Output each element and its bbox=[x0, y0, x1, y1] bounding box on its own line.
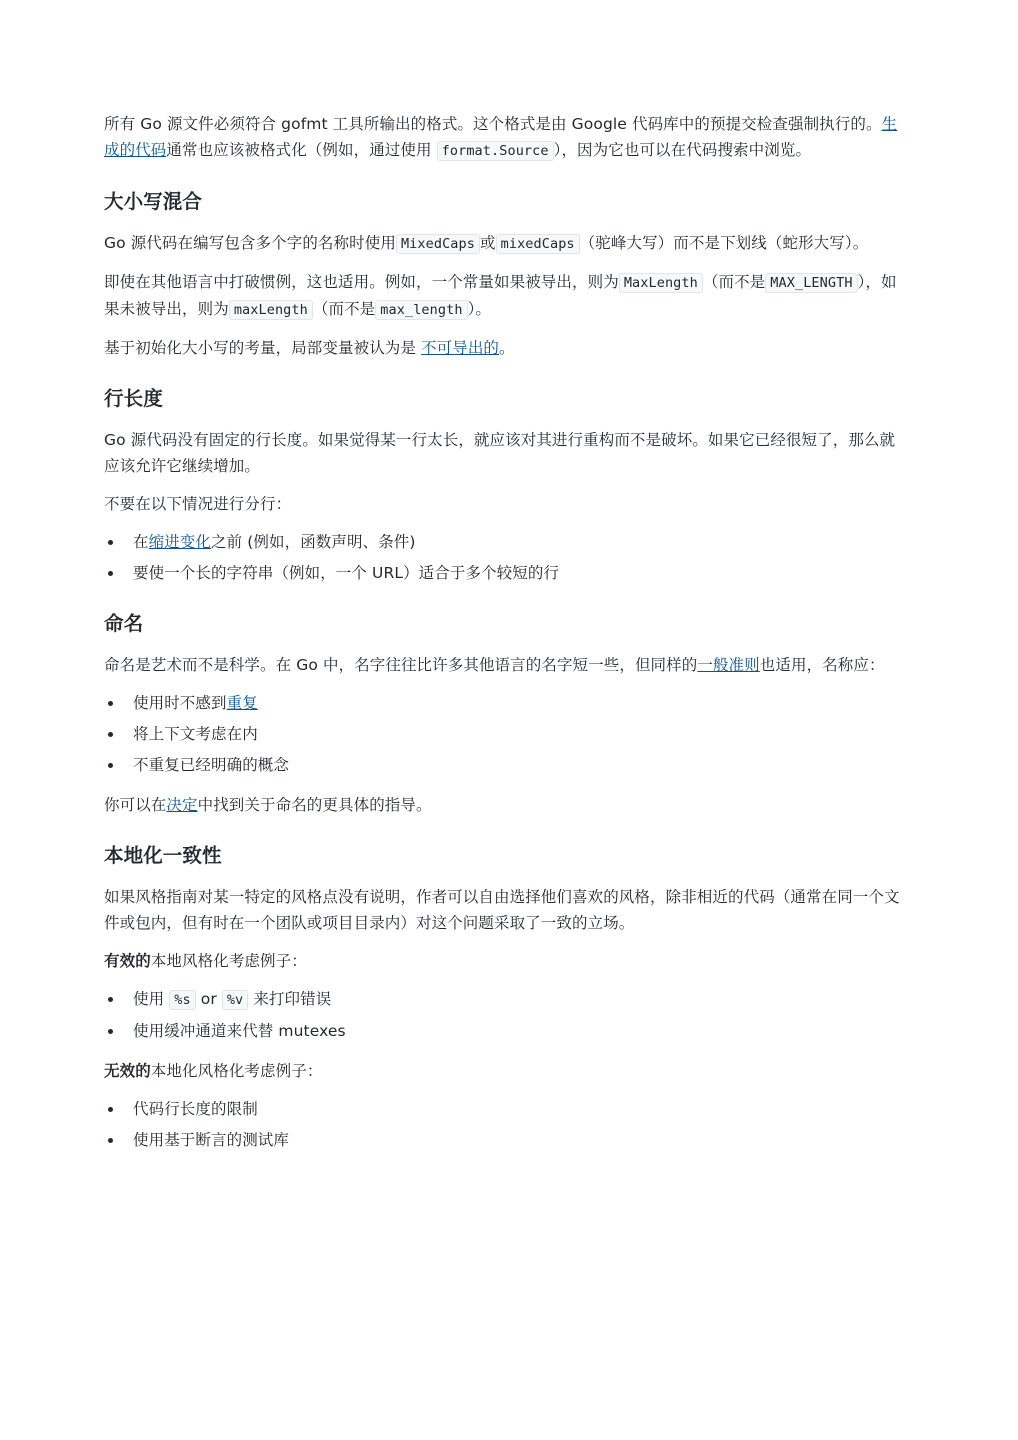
intro-text-3: ），因为它也可以在代码搜索中浏览。 bbox=[553, 141, 812, 159]
text: 基于初始化大小写的考量，局部变量被认为是 bbox=[104, 339, 422, 357]
text: 之前 (例如，函数声明、条件) bbox=[211, 533, 416, 551]
percent-s-code: %s bbox=[169, 990, 195, 1010]
heading-mixedcaps: 大小写混合 bbox=[104, 190, 203, 213]
heading-local-consistency: 本地化一致性 bbox=[104, 844, 222, 867]
intro-text-2: 通常也应该被格式化（例如，通过使用 bbox=[166, 141, 437, 159]
indentation-link[interactable]: 缩进变化 bbox=[148, 533, 212, 551]
maxlength-code: MaxLength bbox=[619, 273, 703, 293]
text: 也适用，名称应： bbox=[759, 656, 885, 674]
text: （而不是 bbox=[702, 273, 766, 291]
heading-line-length: 行长度 bbox=[104, 387, 163, 410]
valid-strong: 有效的 bbox=[104, 952, 151, 970]
list-item: 代码行长度的限制 bbox=[133, 1096, 910, 1122]
text: 即使在其他语言中打破惯例，这也适用。例如，一个常量如果被导出，则为 bbox=[104, 273, 619, 291]
format-source-code: format.Source bbox=[437, 141, 554, 161]
naming-paragraph-2 bbox=[104, 792, 910, 818]
intro-text: 所有 Go 源文件必须符合 gofmt 工具所输出的格式。这个格式是由 Google 代码库中的预提交检查强制执行的。 bbox=[104, 115, 882, 133]
naming-paragraph-1 bbox=[104, 652, 910, 678]
list-item bbox=[133, 690, 910, 716]
text: 命名是艺术而不是科学。在 Go 中，名字往往比许多其他语言的名字短一些，但同样的 bbox=[104, 656, 698, 674]
mixedcaps-code: MixedCaps bbox=[396, 234, 480, 254]
invalid-examples-label bbox=[104, 1058, 910, 1084]
local-paragraph-1: 如果风格指南对某一特定的风格点没有说明，作者可以自由选择他们喜欢的风格，除非相近的代码（通常在同一个文件或包内，但有时在一个团队或项目目录内）对这个问题采取了一致的立场。 bbox=[104, 888, 900, 932]
maxlength-lower-code: maxLength bbox=[229, 300, 313, 320]
valid-examples-list bbox=[104, 986, 910, 1044]
max-length-snake-code: max_length bbox=[375, 300, 467, 320]
text: 来打印错误 bbox=[248, 990, 332, 1008]
decisions-link[interactable]: 决定 bbox=[166, 796, 198, 814]
text: ）。 bbox=[467, 300, 492, 318]
document-body bbox=[104, 111, 910, 1167]
text: 本地化风格化考虑例子： bbox=[150, 1062, 323, 1080]
intro-paragraph bbox=[104, 111, 910, 164]
list-item bbox=[133, 986, 910, 1013]
invalid-strong: 无效的 bbox=[104, 1062, 151, 1080]
list-item: 使用基于断言的测试库 bbox=[133, 1127, 910, 1153]
text: 在 bbox=[133, 533, 149, 551]
text: Go 源代码在编写包含多个字的名称时使用 bbox=[104, 234, 396, 252]
list-item: 不重复已经明确的概念 bbox=[133, 752, 910, 778]
line-length-paragraph-2: 不要在以下情况进行分行： bbox=[104, 495, 292, 513]
text: 中找到关于命名的更具体的指导。 bbox=[197, 796, 432, 814]
text: 使用 bbox=[133, 990, 170, 1008]
text: 你可以在 bbox=[104, 796, 167, 814]
line-length-paragraph-1: Go 源代码没有固定的行长度。如果觉得某一行太长，就应该对其进行重构而不是破坏。如果它已经很短了，那么就应该允许它继续增加。 bbox=[104, 431, 896, 475]
mixedcaps-paragraph-1 bbox=[104, 230, 910, 257]
max-length-upper-code: MAX_LENGTH bbox=[765, 273, 857, 293]
invalid-examples-list bbox=[104, 1096, 910, 1153]
percent-v-code: %v bbox=[222, 990, 248, 1010]
text: 或 bbox=[480, 234, 496, 252]
mixedcaps-paragraph-3 bbox=[104, 335, 910, 361]
line-break-list bbox=[104, 529, 910, 586]
text: or bbox=[195, 990, 222, 1008]
valid-examples-label bbox=[104, 948, 910, 974]
text: ），如果未被导出，则为 bbox=[104, 273, 897, 318]
repetition-link[interactable]: 重复 bbox=[226, 694, 258, 712]
mixedcaps-lower-code: mixedCaps bbox=[496, 234, 580, 254]
text: 本地风格化考虑例子： bbox=[150, 952, 307, 970]
general-guideline-link[interactable]: 一般准则 bbox=[697, 656, 760, 674]
list-item: 使用缓冲通道来代替 mutexes bbox=[133, 1018, 910, 1044]
text: （驼峰大写）而不是下划线（蛇形大写）。 bbox=[579, 234, 869, 252]
generated-code-link[interactable]: 生成的代码 bbox=[104, 115, 898, 159]
heading-naming: 命名 bbox=[104, 612, 144, 635]
text: （而不是 bbox=[312, 300, 376, 318]
text: 使用时不感到 bbox=[133, 694, 227, 712]
list-item: 将上下文考虑在内 bbox=[133, 721, 910, 747]
unexported-link[interactable]: 不可导出的 bbox=[421, 339, 500, 357]
list-item: 要使一个长的字符串（例如，一个 URL）适合于多个较短的行 bbox=[133, 560, 910, 586]
list-item bbox=[133, 529, 910, 555]
mixedcaps-paragraph-2 bbox=[104, 269, 910, 323]
text: 。 bbox=[499, 339, 515, 357]
naming-list bbox=[104, 690, 910, 778]
